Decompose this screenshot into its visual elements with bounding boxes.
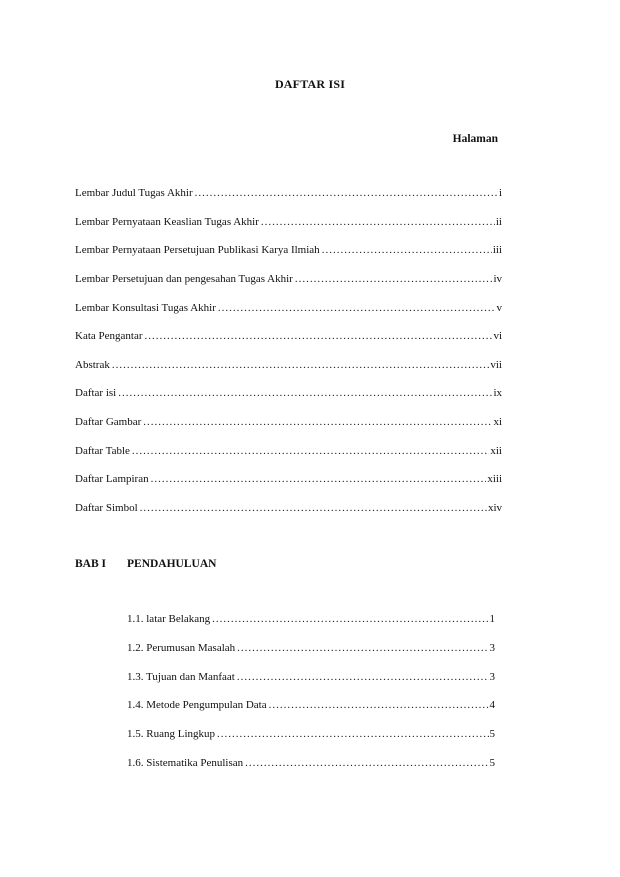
toc-entry-page: vii xyxy=(490,359,502,371)
dot-leader xyxy=(237,640,488,656)
toc-entry-label: Abstrak xyxy=(75,359,110,371)
dot-leader xyxy=(218,300,496,316)
toc-entry[interactable] xyxy=(75,500,502,516)
toc-entry-page: iii xyxy=(492,244,502,256)
toc-entry[interactable] xyxy=(75,471,502,487)
dot-leader xyxy=(151,471,487,487)
toc-entry[interactable] xyxy=(75,443,502,459)
toc-entry-label: Lembar Pernyataan Keaslian Tugas Akhir xyxy=(75,216,259,228)
toc-entry-label: Daftar Lampiran xyxy=(75,473,149,485)
dot-leader xyxy=(261,214,495,230)
toc-subentry-page: 4 xyxy=(489,699,495,711)
toc-entry-page: i xyxy=(498,187,502,199)
toc-subentry-page: 1 xyxy=(489,613,495,625)
toc-entry[interactable] xyxy=(75,385,502,401)
toc-subentry-page: 3 xyxy=(489,671,495,683)
toc-entry-page: iv xyxy=(493,273,502,285)
toc-entry[interactable] xyxy=(75,214,502,230)
dot-leader xyxy=(195,185,498,201)
dot-leader xyxy=(237,669,489,685)
toc-subentry-label: 1.5. Ruang Lingkup xyxy=(127,728,215,740)
toc-entry-label: Lembar Judul Tugas Akhir xyxy=(75,187,193,199)
toc-entry-page: xi xyxy=(493,416,502,428)
dot-leader xyxy=(245,755,488,771)
toc-entry-page: xiv xyxy=(487,502,502,514)
toc-entry[interactable] xyxy=(75,271,502,287)
toc-subentry[interactable] xyxy=(127,755,495,771)
dot-leader xyxy=(269,697,489,713)
toc-entry[interactable] xyxy=(75,300,502,316)
toc-entry-page: ii xyxy=(495,216,502,228)
toc-subentry[interactable] xyxy=(127,669,495,685)
toc-entry[interactable] xyxy=(75,185,502,201)
toc-subentry-page: 5 xyxy=(489,728,495,740)
dot-leader xyxy=(118,385,492,401)
toc-entry-label: Daftar Gambar xyxy=(75,416,142,428)
toc-subentry[interactable] xyxy=(127,640,495,656)
dot-leader xyxy=(295,271,493,287)
toc-entry[interactable] xyxy=(75,242,502,258)
toc-entry-page: xiii xyxy=(487,473,502,485)
toc-entry-label: Kata Pengantar xyxy=(75,330,143,342)
toc-entry-label: Daftar Simbol xyxy=(75,502,138,514)
toc-subentry[interactable] xyxy=(127,611,495,627)
dot-leader xyxy=(217,726,489,742)
toc-entry-label: Lembar Konsultasi Tugas Akhir xyxy=(75,302,216,314)
toc-entry-page: ix xyxy=(493,387,502,399)
page-title: DAFTAR ISI xyxy=(274,77,346,91)
chapter-title: PENDAHULUAN xyxy=(127,558,217,570)
dot-leader xyxy=(145,328,493,344)
toc-subentry-label: 1.2. Perumusan Masalah xyxy=(127,642,236,654)
toc-subentry-label: 1.4. Metode Pengumpulan Data xyxy=(127,699,267,711)
dot-leader xyxy=(143,414,492,430)
page-column-header: Halaman xyxy=(452,133,498,145)
toc-subentry-label: 1.1. latar Belakang xyxy=(127,613,211,625)
toc-subentry-page: 5 xyxy=(489,757,495,769)
toc-entry-page: vi xyxy=(493,330,502,342)
toc-subentry-label: 1.6. Sistematika Penulisan xyxy=(127,757,244,769)
dot-leader xyxy=(132,443,489,459)
toc-subentry[interactable] xyxy=(127,697,495,713)
toc-entry-page: xii xyxy=(490,445,502,457)
toc-subentry-page: 3 xyxy=(489,642,495,654)
toc-entry-label: Daftar Table xyxy=(75,445,130,457)
chapter-heading[interactable] xyxy=(75,558,216,570)
dot-leader xyxy=(140,500,487,516)
toc-entry-page: v xyxy=(496,302,502,314)
chapter-number: BAB I xyxy=(75,558,106,570)
toc-subentry-label: 1.3. Tujuan dan Manfaat xyxy=(127,671,235,683)
dot-leader xyxy=(112,357,490,373)
toc-entry-label: Lembar Pernyataan Persetujuan Publikasi Karya Ilmiah xyxy=(75,244,320,256)
toc-entry[interactable] xyxy=(75,414,502,430)
toc-entry[interactable] xyxy=(75,357,502,373)
toc-entry-label: Lembar Persetujuan dan pengesahan Tugas Akhir xyxy=(75,273,293,285)
dot-leader xyxy=(212,611,488,627)
toc-subentry[interactable] xyxy=(127,726,495,742)
toc-entry-label: Daftar isi xyxy=(75,387,117,399)
dot-leader xyxy=(322,242,492,258)
toc-entry[interactable] xyxy=(75,328,502,344)
